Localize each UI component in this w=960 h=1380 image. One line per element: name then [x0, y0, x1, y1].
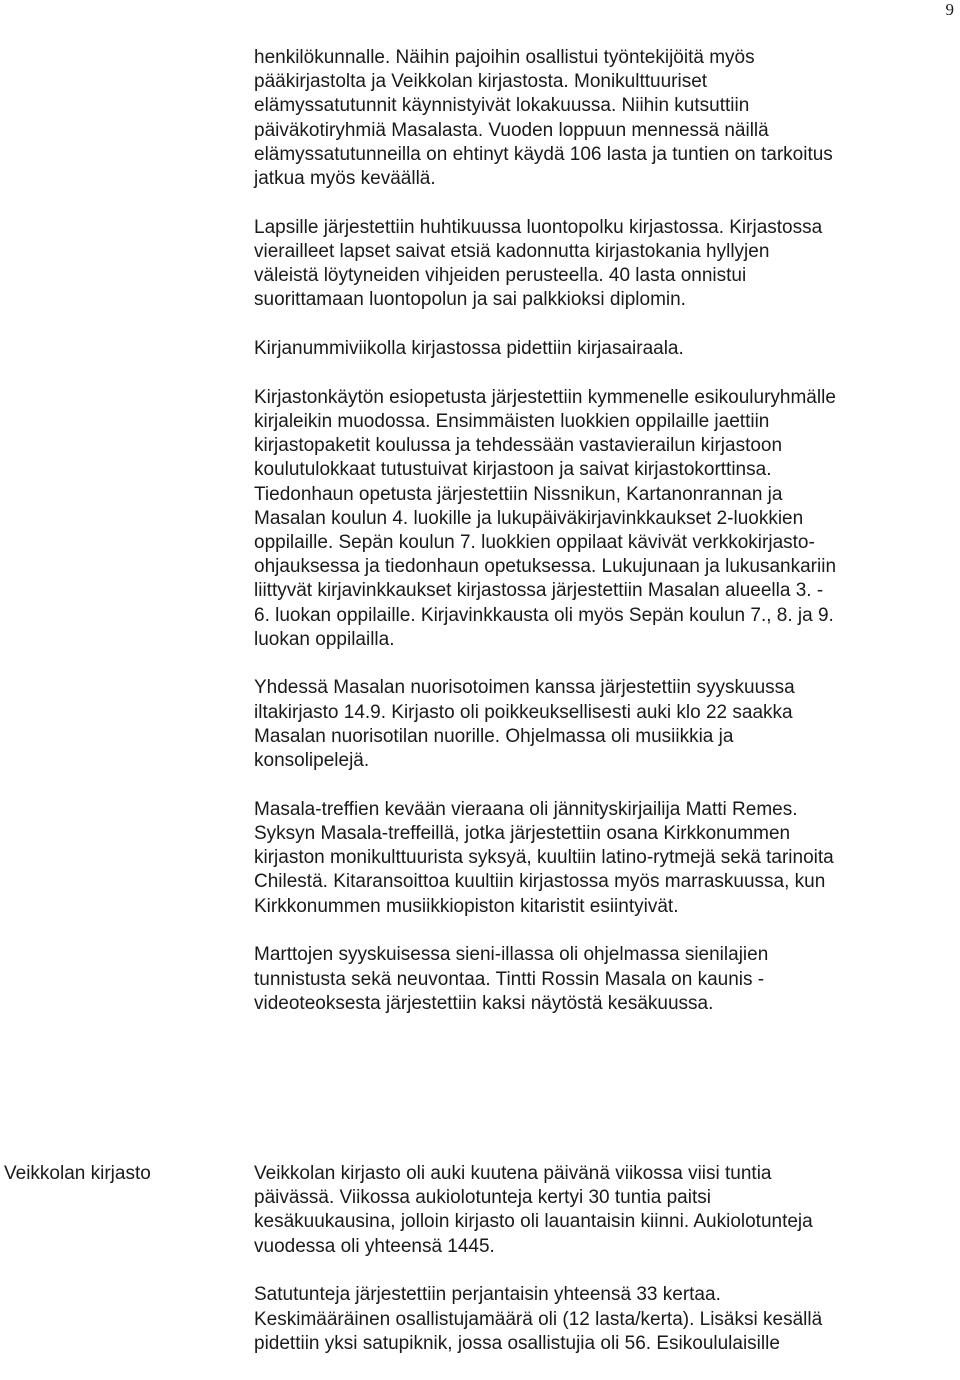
paragraph-book-hospital: Kirjanummiviikolla kirjastossa pidettiin kirjasairaala.: [254, 338, 684, 360]
veikkola-text-column: [254, 1162, 956, 1380]
section-heading-veikkola: Veikkolan kirjasto: [4, 1163, 151, 1184]
paragraph-masala-treffit: Masala-treffien kevään vieraana oli jännityskirjailija Matti Remes. Syksyn Masala-treffeillä, jotka järjestettiin osana Kirkkonummen kirjaston monikulttuurista syksyä, kuultiin latino-rytmejä sekä tarinoita Chilestä. Kitaransoittoa kuultiin kirjastossa myös marraskuussa, kun Kirkkonummen musiikkiopiston kitaristit esiintyivät.: [254, 798, 834, 917]
paragraph-mushroom-evening: Marttojen syyskuisessa sieni-illassa oli ohjelmassa sienilajien tunnistusta sekä neuvontaa. Tintti Rossin Masala on kaunis - videoteoksesta järjestettiin kaksi näytöstä kesäkuussa.: [254, 944, 769, 1014]
paragraph-nature-trail: Lapsille järjestettiin huhtikuussa luontopolku kirjastossa. Kirjastossa vierailleet lapset saivat etsiä kadonnutta kirjastokania hyllyjen väleistä löytyneiden vihjeiden perusteella. 40 lasta onnistui suorittamaan luontopolun ja sai palkkioksi diplomin.: [254, 216, 823, 311]
paragraph-evening-library: Yhdessä Masalan nuorisotoimen kanssa järjestettiin syyskuussa iltakirjasto 14.9. Kirjasto oli poikkeuksellisesti auki klo 22 saakka Masalan nuorisotilan nuorille. Ohjelmassa oli musiikkia ja konsolipelejä.: [254, 677, 795, 772]
paragraph-workshops: henkilökunnalle. Näihin pajoihin osallistui työntekijöitä myös pääkirjastolta ja Veikkolan kirjastosta. Monikulttuuriset elämyssatutunnit käynnistyivät lokakuussa. Niihin kutsuttiin päiväkotiryhmiä Masalasta. Vuoden loppuun mennessä näillä elämyssatutunneilla on ehtinyt käydä 106 lasta ja tuntien on tarkoitus jatkua myös keväällä.: [254, 47, 833, 190]
paragraph-opening-hours: Veikkolan kirjasto oli auki kuutena päivänä viikossa viisi tuntia päivässä. Viikossa aukiolotunteja kertyi 30 tuntia paitsi kesäkuukausina, jolloin kirjasto oli lauantaisin kiinni. Aukiolotunteja vuodessa oli yhteensä 1445.: [254, 1163, 813, 1257]
paragraph-library-instruction: Kirjastonkäytön esiopetusta järjestettiin kymmenelle esikouluryhmälle kirjaleikin muodossa. Ensimmäisten luokkien oppilaille jaettiin kirjastopaketit koulussa ja tehdessään vastavierailun kirjastoon koulutulokkaat tutustuivat kirjastoon ja saivat kirjastokorttinsa. Tiedonhaun opetusta järjestettiin Nissnikun, Kartanonrannan ja Masalan koulun 4. luokille ja lukupäiväkirjavinkkaukset 2-luokkien oppilaille. Sepän koulun 7. luokkien oppilaat kävivät verkkokirjasto- ohjauksessa ja tiedonhaun opetuksessa. Lukujunaan ja lukusankariin liittyvät kirjavinkkaukset kirjastossa järjestettiin Masalan alueella 3. - 6. luokan oppilaille. Kirjavinkkausta oli myös Sepän koulun 7., 8. ja 9. luokan oppilailla.: [254, 386, 837, 650]
paragraph-story-hours: Satutunteja järjestettiin perjantaisin yhteensä 33 kertaa. Keskimääräinen osallistujamäärä oli (12 lasta/kerta). Lisäksi kesällä pidettiin yksi satupiknik, jossa osallistujia oli 56. Esikoululaisille: [254, 1284, 823, 1354]
page-number: 9: [945, 0, 954, 19]
main-text-column: [254, 46, 956, 1040]
